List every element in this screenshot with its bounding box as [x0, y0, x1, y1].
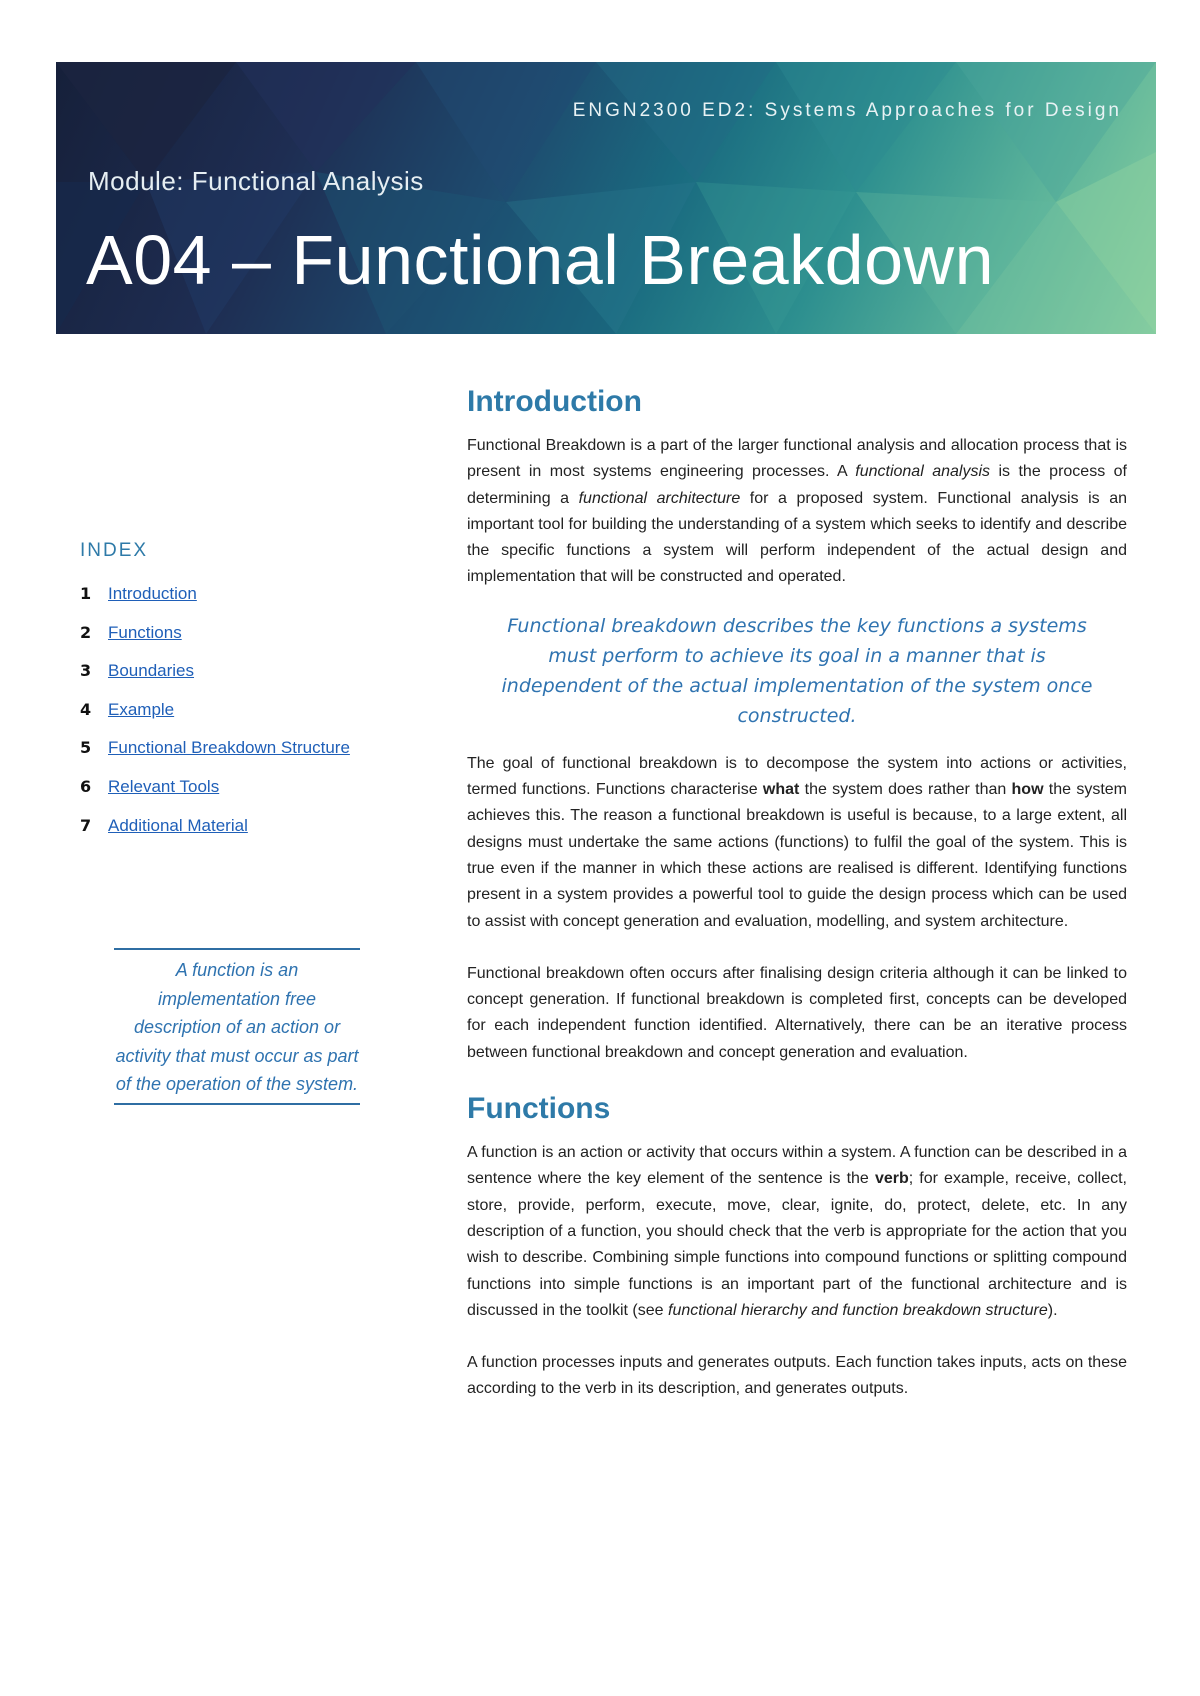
index-link-functions[interactable]: Functions [108, 622, 182, 642]
introduction-heading: Introduction [467, 385, 642, 418]
course-title: ENGN2300 ED2: Systems Approaches for Design [572, 100, 1122, 121]
emphasis-functional-analysis: functional analysis [855, 463, 991, 481]
index-link-breakdown-structure[interactable]: Functional Breakdown Structure [108, 738, 350, 758]
index-item-introduction [80, 584, 410, 623]
index-number: 6 [80, 776, 92, 796]
index-number: 1 [80, 584, 92, 603]
text-run: the system achieves this. The reason a functional breakdown is useful is because, to a large extent, all designs must undertake the same actions (functions) to fulfil the goal of the system. This is true even if the manner in which these actions are realised is different. Identifying functions present in a system provides a powerful tool to guide the design process which can be used to assist with concept generation and evaluation, modelling, and system architecture. [467, 781, 1127, 930]
bold-verb: verb [874, 1170, 909, 1188]
text-run: ; for example, receive, collect, store, provide, perform, execute, move, clear, ignite, do, protect, delete, etc. In any description of a function, you should check that the verb is appropriate for the action that you wish to describe. Combining simple functions into compound functions or splitting compound functions into simple functions is an important part of the functional architecture and is discussed in the toolkit (see [467, 1170, 1128, 1319]
text-run: for a proposed system. Functional analysis is an important tool for building the understanding of a system which seeks to identify and describe the specific functions a system will perform independent of the actual design and implementation that will be constructed and operated. [467, 489, 1128, 586]
emphasis-functional-architecture: functional architecture [578, 489, 741, 507]
header-banner [56, 62, 1156, 334]
bold-what: what [762, 781, 800, 799]
introduction-paragraph-1 [467, 433, 1127, 591]
text-run: ). [1047, 1301, 1058, 1319]
index-item-relevant-tools [80, 777, 410, 816]
introduction-paragraph-3: Functional breakdown often occurs after finalising design criteria although it can be linked to concept generation. If functional breakdown is completed first, concepts can be developed for each independent function identified. Alternatively, there can be an iterative process between functional breakdown and concept generation and evaluation. [467, 964, 1127, 1061]
index-heading: INDEX [80, 540, 149, 561]
index-list [80, 584, 410, 854]
functions-heading: Functions [467, 1092, 611, 1126]
index-number: 4 [80, 699, 92, 719]
text-run: is the process of determining a [467, 463, 1127, 507]
index-link-example[interactable]: Example [108, 699, 175, 719]
text-run: the system does rather than [799, 781, 1012, 799]
index-sidebar [80, 540, 410, 854]
spacer [467, 935, 1127, 961]
index-item-boundaries [80, 661, 410, 700]
text-run: The goal of functional breakdown is to decompose the system into actions or activities, termed functions. Functions characterise [467, 754, 1127, 799]
introduction-paragraph-2 [467, 751, 1127, 935]
introduction-pull-quote: Functional breakdown describes the key functions a systems must perform to achieve its goal in a manner that is independent of the actual implementation of the system once constructed. [501, 614, 1093, 727]
index-number: 3 [80, 661, 92, 681]
index-link-relevant-tools[interactable]: Relevant Tools [108, 776, 220, 796]
index-item-functions [80, 623, 410, 662]
functions-paragraph-2: A function processes inputs and generates outputs. Each function takes inputs, acts on these according to the verb in its description, and generates outputs. [467, 1354, 1127, 1398]
index-link-introduction[interactable]: Introduction [108, 584, 197, 603]
emphasis-functional-hierarchy: functional hierarchy and function breakdown structure [668, 1301, 1048, 1319]
spacer [467, 1324, 1127, 1350]
index-number: 7 [80, 815, 92, 835]
index-link-boundaries[interactable]: Boundaries [108, 661, 195, 681]
index-item-example [80, 700, 410, 739]
functions-paragraph-1 [467, 1140, 1127, 1324]
index-number: 5 [80, 738, 92, 758]
spacer [467, 1066, 1127, 1092]
index-link-additional-material[interactable]: Additional Material [108, 815, 248, 835]
index-number: 2 [80, 622, 92, 642]
module-title: Module: Functional Analysis [88, 166, 424, 196]
index-item-additional-material [80, 816, 410, 855]
text-run: A function is an action or activity that occurs within a system. A function can be described in a sentence where the key element of the sentence is the [467, 1144, 1127, 1188]
bold-how: how [1011, 781, 1044, 799]
index-item-breakdown-structure [80, 738, 410, 777]
function-definition-quote: A function is an implementation free description of an action or activity that must occur as part of the operation of the system. [114, 948, 360, 1105]
main-content [467, 385, 1127, 1403]
text-run: Functional Breakdown is a part of the larger functional analysis and allocation process that is present in most systems engineering processes. A [467, 437, 1127, 481]
page-title: A04 – Functional Breakdown [86, 221, 994, 299]
